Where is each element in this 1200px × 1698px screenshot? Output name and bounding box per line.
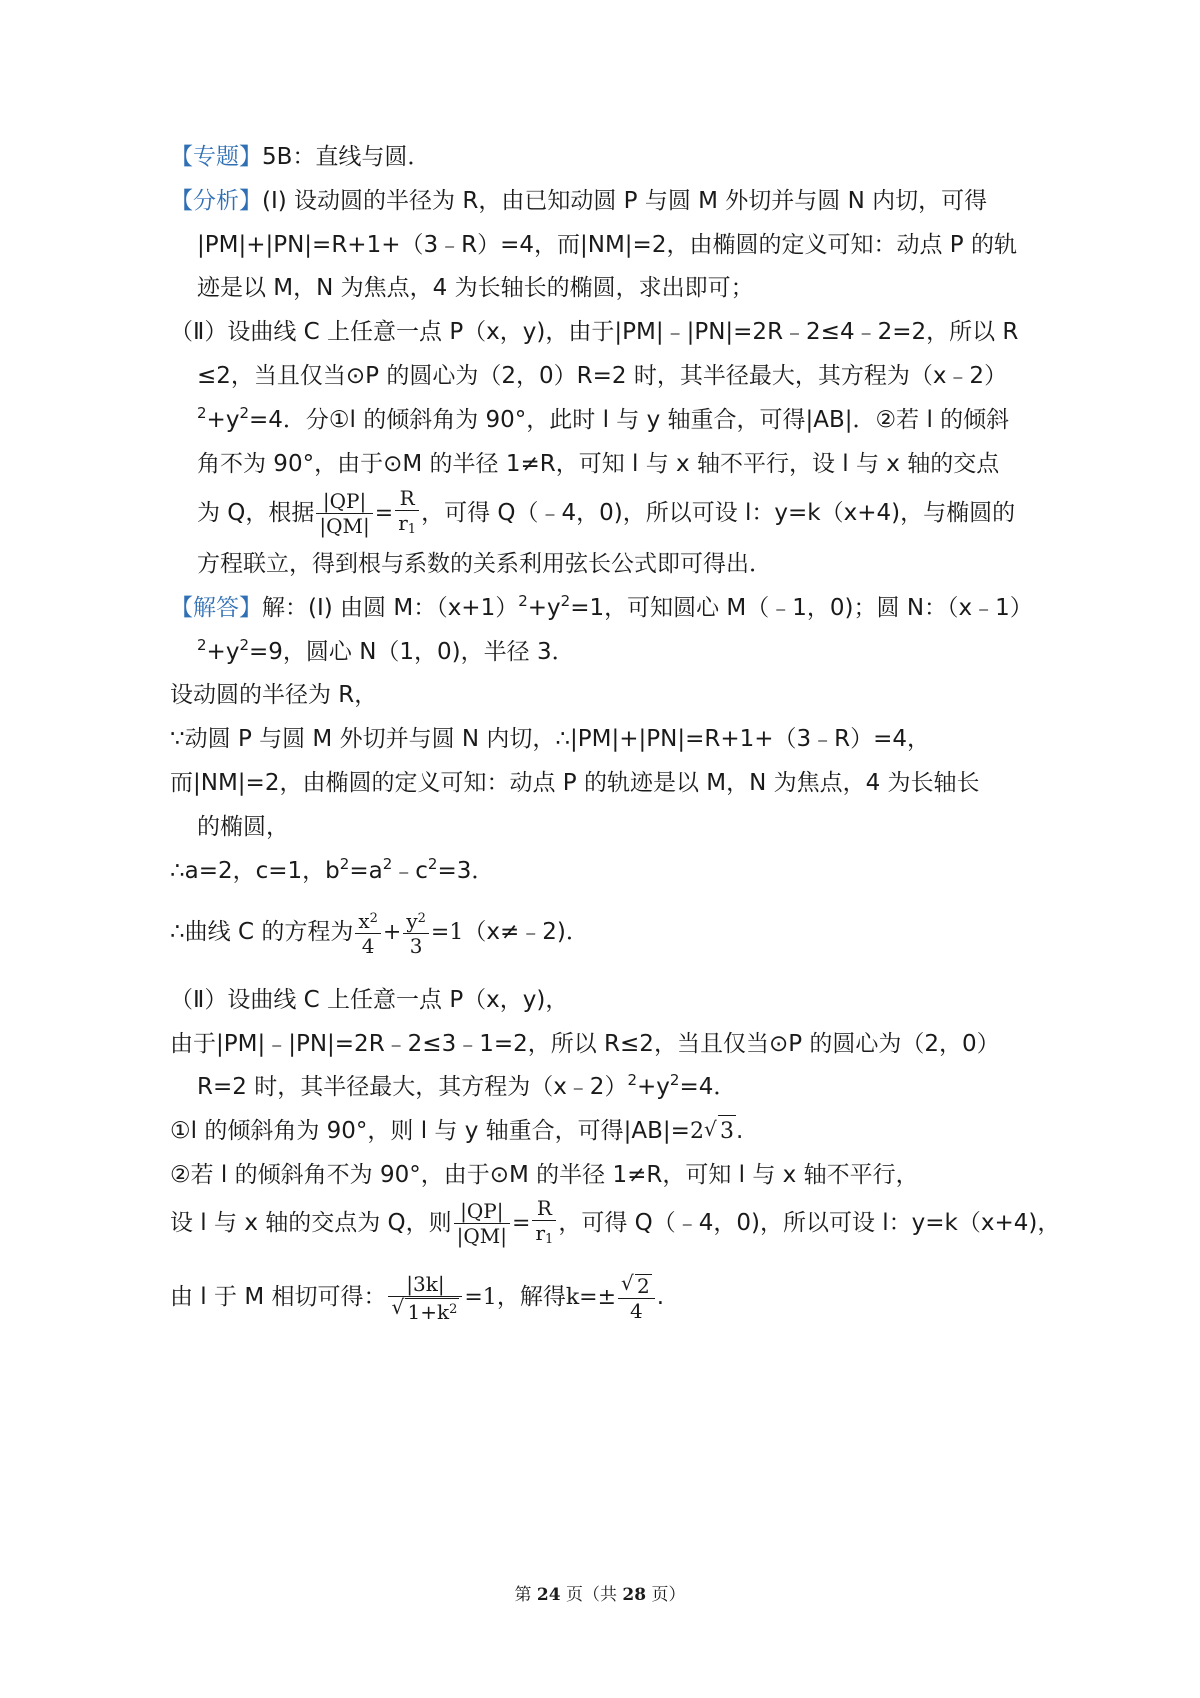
topic-text: 5B：直线与圆．	[262, 144, 431, 170]
solution-tag: 【解答】	[170, 595, 262, 621]
analysis-line-8: 为 Q，根据 $\frac{|QP|}{|QM|}$ = $\frac{R}{r_1}$ ，可得 Q（﹣4，0)，所以可设 l：y=k（x+4)，与椭圆的	[197, 486, 1015, 541]
solution-line-8: ∴曲线 C 的方程为 $\frac{x^2}{4}$ + $\frac{y^2}{3}$ =1（x≠﹣2)．	[170, 909, 589, 958]
solution-line-10: 由于|PM|﹣|PN|=2R﹣2≤3﹣1=2，所以 R≤2，当且仅当⊙P 的圆心为（2，0）	[170, 1031, 1000, 1057]
solution-line-5: 而|NM|=2，由椭圆的定义可知：动点 P 的轨迹是以 M，N 为焦点，4 为长轴长	[170, 770, 980, 796]
analysis-line-1	[170, 185, 987, 217]
fraction-sqrt2-4: √ 2 4	[618, 1274, 655, 1322]
solution-line-12: ①l 的倾斜角为 90°，则 l 与 y 轴重合，可得|AB|=2 √ 3.	[170, 1115, 743, 1148]
total-page-number: 28	[622, 1585, 647, 1605]
solution-line-15: 由 l 于 M 相切可得： |3k| √ $1+k^2$ =1，解得k=± √ 2 4 .	[170, 1270, 665, 1324]
solution-line-9: （Ⅱ）设曲线 C 上任意一点 P（x，y)，	[170, 987, 569, 1013]
fraction-r-r1-2: $\frac{R}{r_1}$	[532, 1197, 556, 1251]
analysis-line-7: 角不为 90°，由于⊙M 的半径 1≠R，可知 l 与 x 轴不平行，设 l 与 x 轴的交点	[197, 451, 1000, 477]
analysis-line-2: |PM|+|PN|=R+1+（3﹣R）=4，而|NM|=2，由椭圆的定义可知：动点 P 的轨	[197, 232, 1017, 258]
topic-tag: 【专题】	[170, 144, 262, 170]
solution-line-11: R=2 时，其半径最大，其方程为$(x﹣2)^2+y^2=4$．	[197, 1071, 737, 1100]
fraction-y2-3: $\frac{y^2}{3}$	[403, 908, 429, 957]
solution-line-13: ②若 l 的倾斜角不为 90°，由于⊙M 的半径 1≠R，可知 l 与 x 轴不平行，	[170, 1162, 919, 1188]
solution-line-2: $^2+y^2=9$，圆心 N（1，0)，半径 3．	[197, 636, 575, 665]
analysis-line-4: （Ⅱ）设曲线 C 上任意一点 P（x，y)，由于|PM|﹣|PN|=2R﹣2≤4﹣2=2，所以 R	[170, 319, 1019, 345]
analysis-tag: 【分析】	[170, 188, 262, 214]
fraction-qp-qm-2: $\frac{|QP|}{|QM|}$	[454, 1200, 510, 1247]
fraction-3k-sqrt: |3k| √ $1+k^2$	[388, 1273, 462, 1323]
analysis-line-9: 方程联立，得到根与系数的关系利用弦长公式即可得出．	[197, 551, 772, 577]
solution-line-7: ∴a=2，c=1，$b^2=a^2﹣c^2=3$．	[170, 855, 495, 884]
fraction-x2-4: $\frac{x^2}{4}$	[355, 908, 381, 957]
fraction-r-r1: $\frac{R}{r_1}$	[395, 487, 419, 541]
solution-line-4: ∵动圆 P 与圆 M 外切并与圆 N 内切，∴|PM|+|PN|=R+1+（3﹣R）=4，	[170, 726, 931, 752]
solution-line-1: 【解答】解：(Ⅰ) 由圆 M：$(x+1)^2+y^2=1$，可知圆心 M（﹣1，0)；圆 N：（x﹣1）	[170, 592, 1033, 621]
analysis-line-3: 迹是以 M，N 为焦点，4 为长轴长的椭圆，求出即可；	[197, 275, 754, 301]
solution-line-6: 的椭圆，	[197, 814, 289, 840]
topic-line	[170, 141, 430, 173]
analysis-line-5: ≤2，当且仅当⊙P 的圆心为（2，0）R=2 时，其半径最大，其方程为（x﹣2）	[197, 363, 1008, 389]
solution-line-14: 设 l 与 x 轴的交点为 Q，则 $\frac{|QP|}{|QM|}$ = $\frac{R}{r_1}$ ，可得 Q（﹣4，0)，所以可设 l：y=k（x+4)，	[170, 1193, 1060, 1254]
solution-line-3: 设动圆的半径为 R，	[170, 682, 378, 708]
fraction-qp-qm: $\frac{|QP|}{|QM|}$	[316, 490, 372, 537]
sqrt-3: √ 3	[704, 1115, 736, 1148]
analysis-line-6: $^2+y^2=4$．分①l 的倾斜角为 90°，此时 l 与 y 轴重合，可得|AB|．②若 l 的倾斜	[197, 404, 1010, 433]
page-footer: 第 24 页（共 28 页）	[514, 1585, 686, 1605]
analysis-text-1: (Ⅰ) 设动圆的半径为 R，由已知动圆 P 与圆 M 外切并与圆 N 内切，可得	[262, 188, 988, 214]
current-page-number: 24	[536, 1585, 561, 1605]
